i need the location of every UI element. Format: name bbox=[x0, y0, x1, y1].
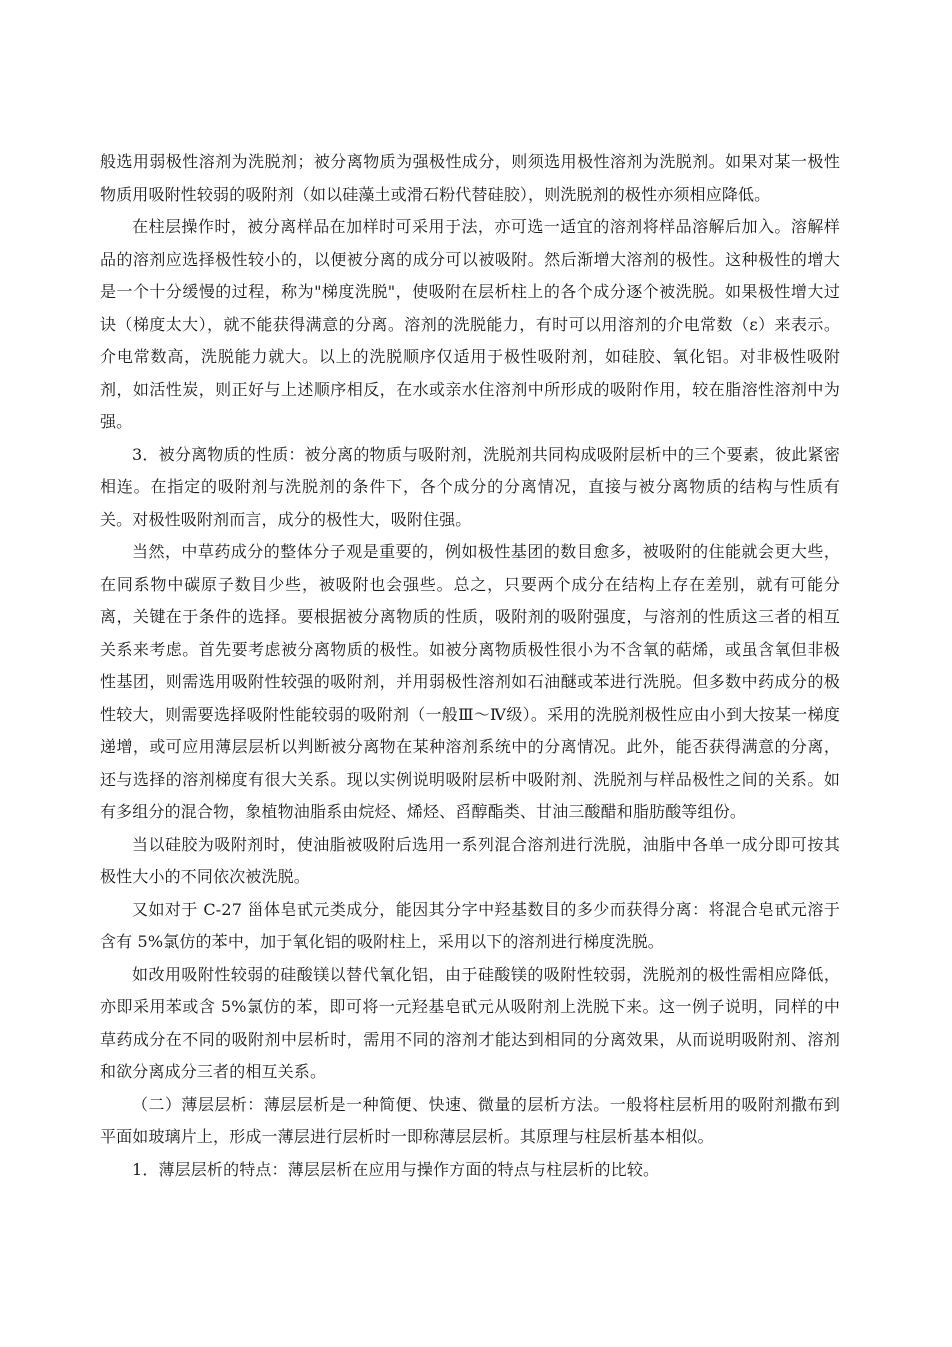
paragraph-column-operation: 在柱层操作时，被分离样品在加样时可采用于法，亦可选一适宜的溶剂将样品溶解后加入。溶解样品的溶剂应选择极性较小的，以便被分离的成分可以被吸附。然后渐增大溶剂的极性。这种极性的增大是一个十分缓慢的过程，称为"梯度洗脱"，使吸附在层析柱上的各个成分逐个被洗脱。如果极性增大过诀（梯度太大），就不能获得满意的分离。溶剂的洗脱能力，有时可以用溶剂的介电常数（ε）来表示。介电常数高，洗脱能力就大。以上的洗脱顺序仅适用于极性吸附剂，如硅胶、氧化铝。对非极性吸附剂，如活性炭，则正好与上述顺序相反，在水或亲水住溶剂中所形成的吸附作用，较在脂溶性溶剂中为强。 bbox=[100, 217, 840, 431]
paragraph-magnesium-silicate: 如改用吸附性较弱的硅酸镁以替代氧化铝，由于硅酸镁的吸附性较弱，洗脱剂的极性需相应降低，亦即采用苯或含 5%氯仿的苯，即可将一元羟基皂甙元从吸附剂上洗脱下来。这一例子说明，同样的中草药成分在不同的吸附剂中层析时，需用不同的溶剂才能达到相同的分离效果，从而说明吸附剂、溶剂和欲分离成分三者的相互关系。 bbox=[100, 964, 840, 1081]
document-body bbox=[100, 146, 840, 1186]
paragraph-c27-example: 又如对于 C-27 甾体皂甙元类成分，能因其分字中羟基数目的多少而获得分离：将混合皂甙元溶于含有 5%氯仿的苯中，加于氧化铝的吸附柱上，采用以下的溶剂进行梯度洗脱。 bbox=[100, 899, 840, 951]
paragraph-thin-layer-features: 1．薄层层析的特点：薄层层析在应用与操作方面的特点与柱层析的比较。 bbox=[132, 1159, 660, 1179]
paragraph-molecular-view: 当然，中草药成分的整体分子观是重要的，例如极性基团的数目愈多，被吸附的住能就会更大些，在同系物中碳原子数目少些，被吸附也会强些。总之，只要两个成分在结构上存在差别，就有可能分离，关键在于条件的选择。要根据被分离物质的性质，吸附剂的吸附强度，与溶剂的性质这三者的相互关系来考虑。首先要考虑被分离物质的极性。如被分离物质极性很小为不含氧的萜烯，或虽含氧但非极性基团，则需选用吸附性较强的吸附剂，并用弱极性溶剂如石油醚或苯进行洗脱。但多数中药成分的极性较大，则需要选择吸附性能较弱的吸附剂（一般Ⅲ～Ⅳ级）。采用的洗脱剂极性应由小到大按某一梯度递增，或可应用薄层层析以判断被分离物在某种溶剂系统中的分离情况。此外，能否获得满意的分离，还与选择的溶剂梯度有很大关系。现以实例说明吸附层析中吸附剂、洗脱剂与样品极性之间的关系。如有多组分的混合物，象植物油脂系由烷烃、烯烃、舀醇酯类、甘油三酸醋和脂肪酸等组份。 bbox=[100, 542, 840, 821]
paragraph-silica-example: 当以硅胶为吸附剂时，使油脂被吸附后选用一系列混合溶剂进行洗脱，油脂中各单一成分即可按其极性大小的不同依次被洗脱。 bbox=[100, 834, 840, 886]
paragraph-thin-layer-intro: （二）薄层层析：薄层层析是一种简便、快速、微量的层析方法。一般将柱层析用的吸附剂撒布到平面如玻璃片上，形成一薄层进行层析时一即称薄层层析。其原理与柱层析基本相似。 bbox=[100, 1094, 840, 1146]
paragraph-separated-substance-properties: 3．被分离物质的性质：被分离的物质与吸附剂，洗脱剂共同构成吸附层析中的三个要素，彼此紧密相连。在指定的吸附剂与洗脱剂的条件下，各个成分的分离情况，直接与被分离物质的结构与性质有关。对极性吸附剂而言，成分的极性大，吸附住强。 bbox=[100, 444, 840, 529]
paragraph-continued: 般选用弱极性溶剂为洗脱剂；被分离物质为强极性成分，则须选用极性溶剂为洗脱剂。如果对某一极性物质用吸附性较弱的吸附剂（如以硅藻土或滑石粉代替硅胶），则洗脱剂的极性亦须相应降低。 bbox=[100, 152, 840, 204]
